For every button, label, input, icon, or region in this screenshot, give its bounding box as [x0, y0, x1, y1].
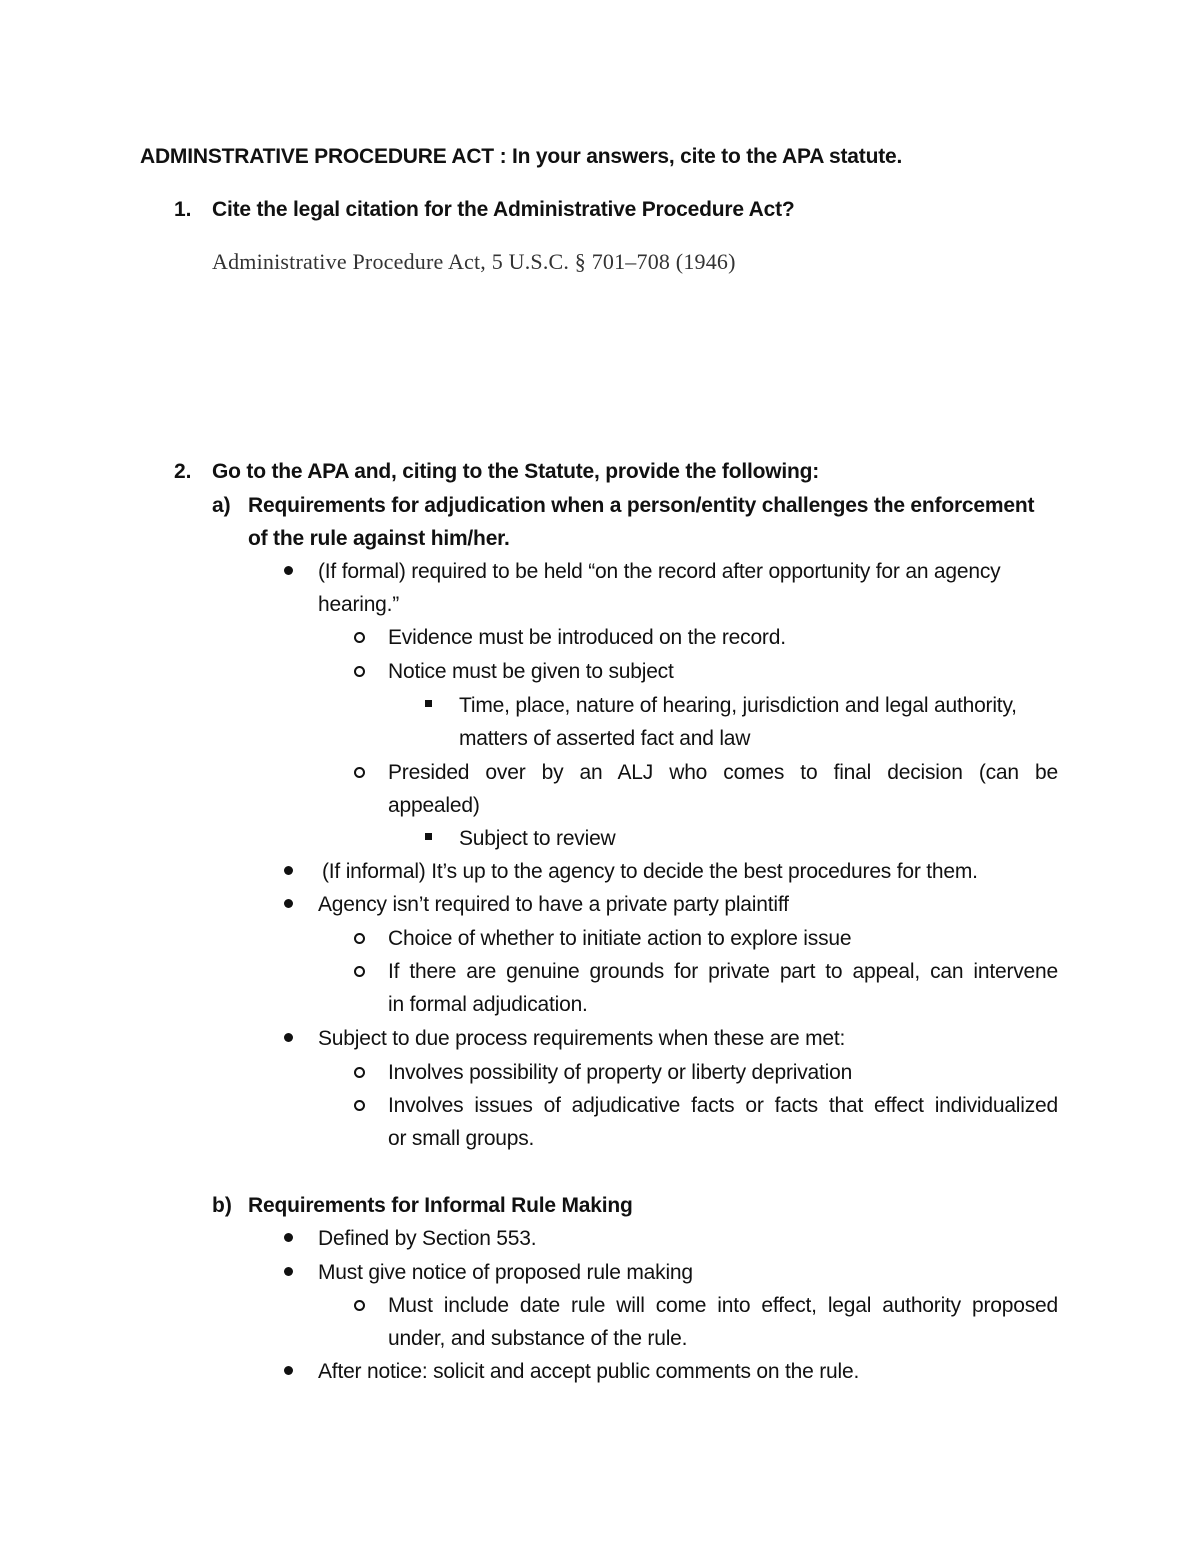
b-bullet2-sub1-line2: under, and substance of the rule. — [388, 1327, 688, 1350]
a-bullet1-sub3-line2: appealed) — [388, 794, 480, 817]
bullet-square-icon — [425, 700, 432, 707]
bullet-circle-icon — [354, 933, 365, 944]
bullet-dot-icon — [284, 1233, 293, 1242]
q1-question: Cite the legal citation for the Administrative Procedure Act? — [212, 198, 795, 221]
bullet-dot-icon — [284, 566, 293, 575]
a-bullet1-line2: hearing.” — [318, 593, 400, 616]
bullet-circle-icon — [354, 1300, 365, 1311]
document-heading: ADMINSTRATIVE PROCEDURE ACT : In your answers, cite to the APA statute. — [140, 145, 903, 168]
section-b-marker: b) — [212, 1194, 232, 1217]
bullet-circle-icon — [354, 666, 365, 677]
bullet-dot-icon — [284, 1267, 293, 1276]
bullet-dot-icon — [284, 899, 293, 908]
a-bullet3-sub1: Choice of whether to initiate action to explore issue — [388, 927, 852, 950]
b-bullet2-sub1-line1: Must include date rule will come into effect, legal authority proposed — [388, 1294, 1058, 1317]
a-bullet1-sub2-item1-line2: matters of asserted fact and law — [459, 727, 751, 750]
bullet-circle-icon — [354, 1100, 365, 1111]
bullet-dot-icon — [284, 1033, 293, 1042]
section-a-title-line1: Requirements for adjudication when a person/entity challenges the enforcement — [248, 494, 1035, 517]
q2-number: 2. — [174, 460, 192, 483]
a-bullet4: Subject to due process requirements when these are met: — [318, 1027, 846, 1050]
a-bullet1-sub1: Evidence must be introduced on the record. — [388, 626, 786, 649]
bullet-dot-icon — [284, 1366, 293, 1375]
bullet-circle-icon — [354, 966, 365, 977]
bullet-circle-icon — [354, 632, 365, 643]
b-bullet3: After notice: solicit and accept public comments on the rule. — [318, 1360, 860, 1383]
a-bullet4-sub2-line1: Involves issues of adjudicative facts or facts that effect individualized — [388, 1094, 1058, 1117]
section-a-marker: a) — [212, 494, 231, 517]
a-bullet4-sub2-line2: or small groups. — [388, 1127, 535, 1150]
a-bullet1-sub2: Notice must be given to subject — [388, 660, 674, 683]
b-bullet1: Defined by Section 553. — [318, 1227, 537, 1250]
q1-answer: Administrative Procedure Act, 5 U.S.C. § 701–708 (1946) — [212, 249, 736, 274]
a-bullet3-sub2-line2: in formal adjudication. — [388, 993, 588, 1016]
a-bullet3: Agency isn’t required to have a private party plaintiff — [318, 893, 789, 916]
bullet-circle-icon — [354, 767, 365, 778]
b-bullet2: Must give notice of proposed rule making — [318, 1261, 693, 1284]
section-a-title-line2: of the rule against him/her. — [248, 527, 510, 550]
q2-question: Go to the APA and, citing to the Statute, provide the following: — [212, 460, 820, 483]
a-bullet1-sub3-line1: Presided over by an ALJ who comes to final decision (can be — [388, 761, 1058, 784]
bullet-square-icon — [425, 833, 432, 840]
a-bullet3-sub2-line1: If there are genuine grounds for private part to appeal, can intervene — [388, 960, 1058, 983]
section-b-title: Requirements for Informal Rule Making — [248, 1194, 633, 1217]
bullet-dot-icon — [284, 866, 293, 875]
a-bullet1-sub3-item1: Subject to review — [459, 827, 616, 850]
a-bullet4-sub1: Involves possibility of property or liberty deprivation — [388, 1061, 853, 1084]
a-bullet2: (If informal) It’s up to the agency to decide the best procedures for them. — [322, 860, 978, 883]
bullet-circle-icon — [354, 1067, 365, 1078]
q1-number: 1. — [174, 198, 192, 221]
a-bullet1-line1: (If formal) required to be held “on the record after opportunity for an agency — [318, 560, 1001, 583]
a-bullet1-sub2-item1-line1: Time, place, nature of hearing, jurisdiction and legal authority, — [459, 694, 1017, 717]
